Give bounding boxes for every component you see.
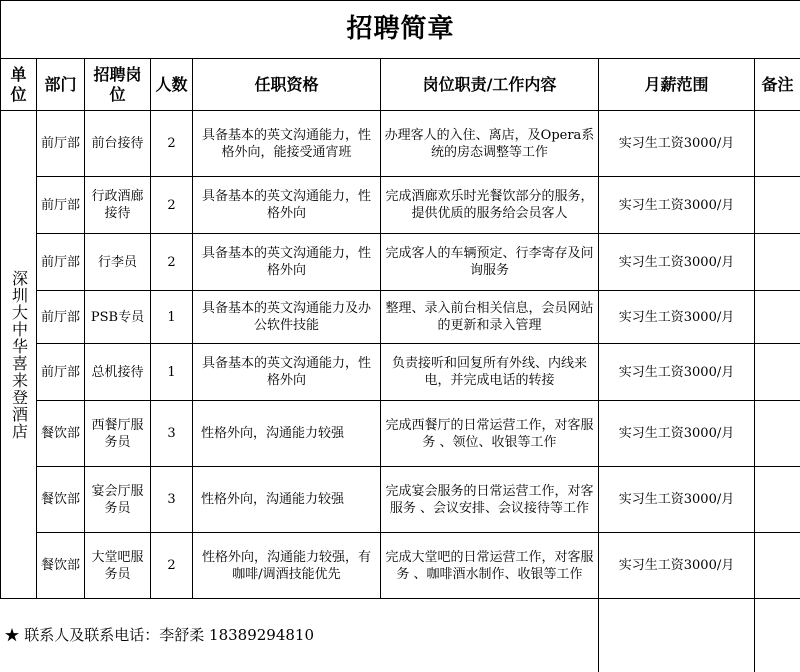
table-row [1,533,800,599]
duties-cell: 完成大堂吧的日常运营工作，对客服务 、咖啡酒水制作、收银等工作 [381,533,599,599]
header-unit: 单位 [1,59,37,111]
table-row [1,344,800,401]
header-count: 人数 [151,59,193,111]
position-cell: 前台接待 [85,111,151,177]
table-row [1,401,800,467]
salary-cell: 实习生工资3000/月 [599,533,755,599]
duties-cell: 负责接听和回复所有外线、内线来电，并完成电话的转接 [381,344,599,401]
notes-cell [755,533,800,599]
dept-cell: 前厅部 [37,177,85,234]
header-notes: 备注 [755,59,800,111]
duties-cell: 整理、录入前台相关信息，会员网站的更新和录入管理 [381,291,599,344]
table-row [1,291,800,344]
salary-cell: 实习生工资3000/月 [599,234,755,291]
header-duties: 岗位职责/工作内容 [381,59,599,111]
position-cell: 大堂吧服务员 [85,533,151,599]
table-row [1,467,800,533]
requirements-cell: 具备基本的英文沟通能力及办公软件技能 [193,291,381,344]
unit-name: 深圳大中华喜来登酒店 [9,270,29,440]
contact-info: ★ 联系人及联系电话：李舒柔 18389294810 [1,599,599,672]
duties-cell: 办理客人的入住、离店，及Opera系统的房态调整等工作 [381,111,599,177]
header-dept: 部门 [37,59,85,111]
notes-cell [755,177,800,234]
notes-cell [755,467,800,533]
dept-cell: 餐饮部 [37,533,85,599]
requirements-cell: 具备基本的英文沟通能力，性格外向 [193,344,381,401]
dept-cell: 前厅部 [37,291,85,344]
requirements-cell: 性格外向，沟通能力较强，有咖啡/调酒技能优先 [193,533,381,599]
count-cell: 1 [151,344,193,401]
contact-spacer-notes [755,599,800,672]
count-cell: 3 [151,467,193,533]
position-cell: 宴会厅服务员 [85,467,151,533]
count-cell: 2 [151,234,193,291]
duties-cell: 完成宴会服务的日常运营工作，对客服务 、会议安排、会议接待等工作 [381,467,599,533]
salary-cell: 实习生工资3000/月 [599,467,755,533]
salary-cell: 实习生工资3000/月 [599,111,755,177]
count-cell: 2 [151,111,193,177]
requirements-cell: 具备基本的英文沟通能力，性格外向 [193,234,381,291]
duties-cell: 完成客人的车辆预定、行李寄存及问询服务 [381,234,599,291]
position-cell: 总机接待 [85,344,151,401]
count-cell: 3 [151,401,193,467]
requirements-cell: 性格外向，沟通能力较强 [193,401,381,467]
dept-cell: 餐饮部 [37,401,85,467]
table-row [1,234,800,291]
requirements-cell: 具备基本的英文沟通能力，性格外向 [193,177,381,234]
dept-cell: 餐饮部 [37,467,85,533]
salary-cell: 实习生工资3000/月 [599,344,755,401]
position-cell: 西餐厅服务员 [85,401,151,467]
position-cell: PSB专员 [85,291,151,344]
header-position: 招聘岗位 [85,59,151,111]
header-requirements: 任职资格 [193,59,381,111]
salary-cell: 实习生工资3000/月 [599,177,755,234]
count-cell: 2 [151,177,193,234]
page-title: 招聘简章 [1,1,800,59]
requirements-cell: 具备基本的英文沟通能力，性格外向，能接受通宵班 [193,111,381,177]
salary-cell: 实习生工资3000/月 [599,291,755,344]
duties-cell: 完成酒廊欢乐时光餐饮部分的服务，提供优质的服务给会员客人 [381,177,599,234]
dept-cell: 前厅部 [37,234,85,291]
requirements-cell: 性格外向，沟通能力较强 [193,467,381,533]
count-cell: 2 [151,533,193,599]
dept-cell: 前厅部 [37,344,85,401]
table-row [1,111,800,177]
dept-cell: 前厅部 [37,111,85,177]
position-cell: 行政酒廊接待 [85,177,151,234]
notes-cell [755,291,800,344]
contact-spacer-salary [599,599,755,672]
table-row [1,177,800,234]
salary-cell: 实习生工资3000/月 [599,401,755,467]
notes-cell [755,344,800,401]
position-cell: 行李员 [85,234,151,291]
duties-cell: 完成西餐厅的日常运营工作，对客服务 、领位、收银等工作 [381,401,599,467]
notes-cell [755,234,800,291]
notes-cell [755,401,800,467]
header-salary: 月薪范围 [599,59,755,111]
unit-name-cell [1,111,37,599]
notes-cell [755,111,800,177]
count-cell: 1 [151,291,193,344]
